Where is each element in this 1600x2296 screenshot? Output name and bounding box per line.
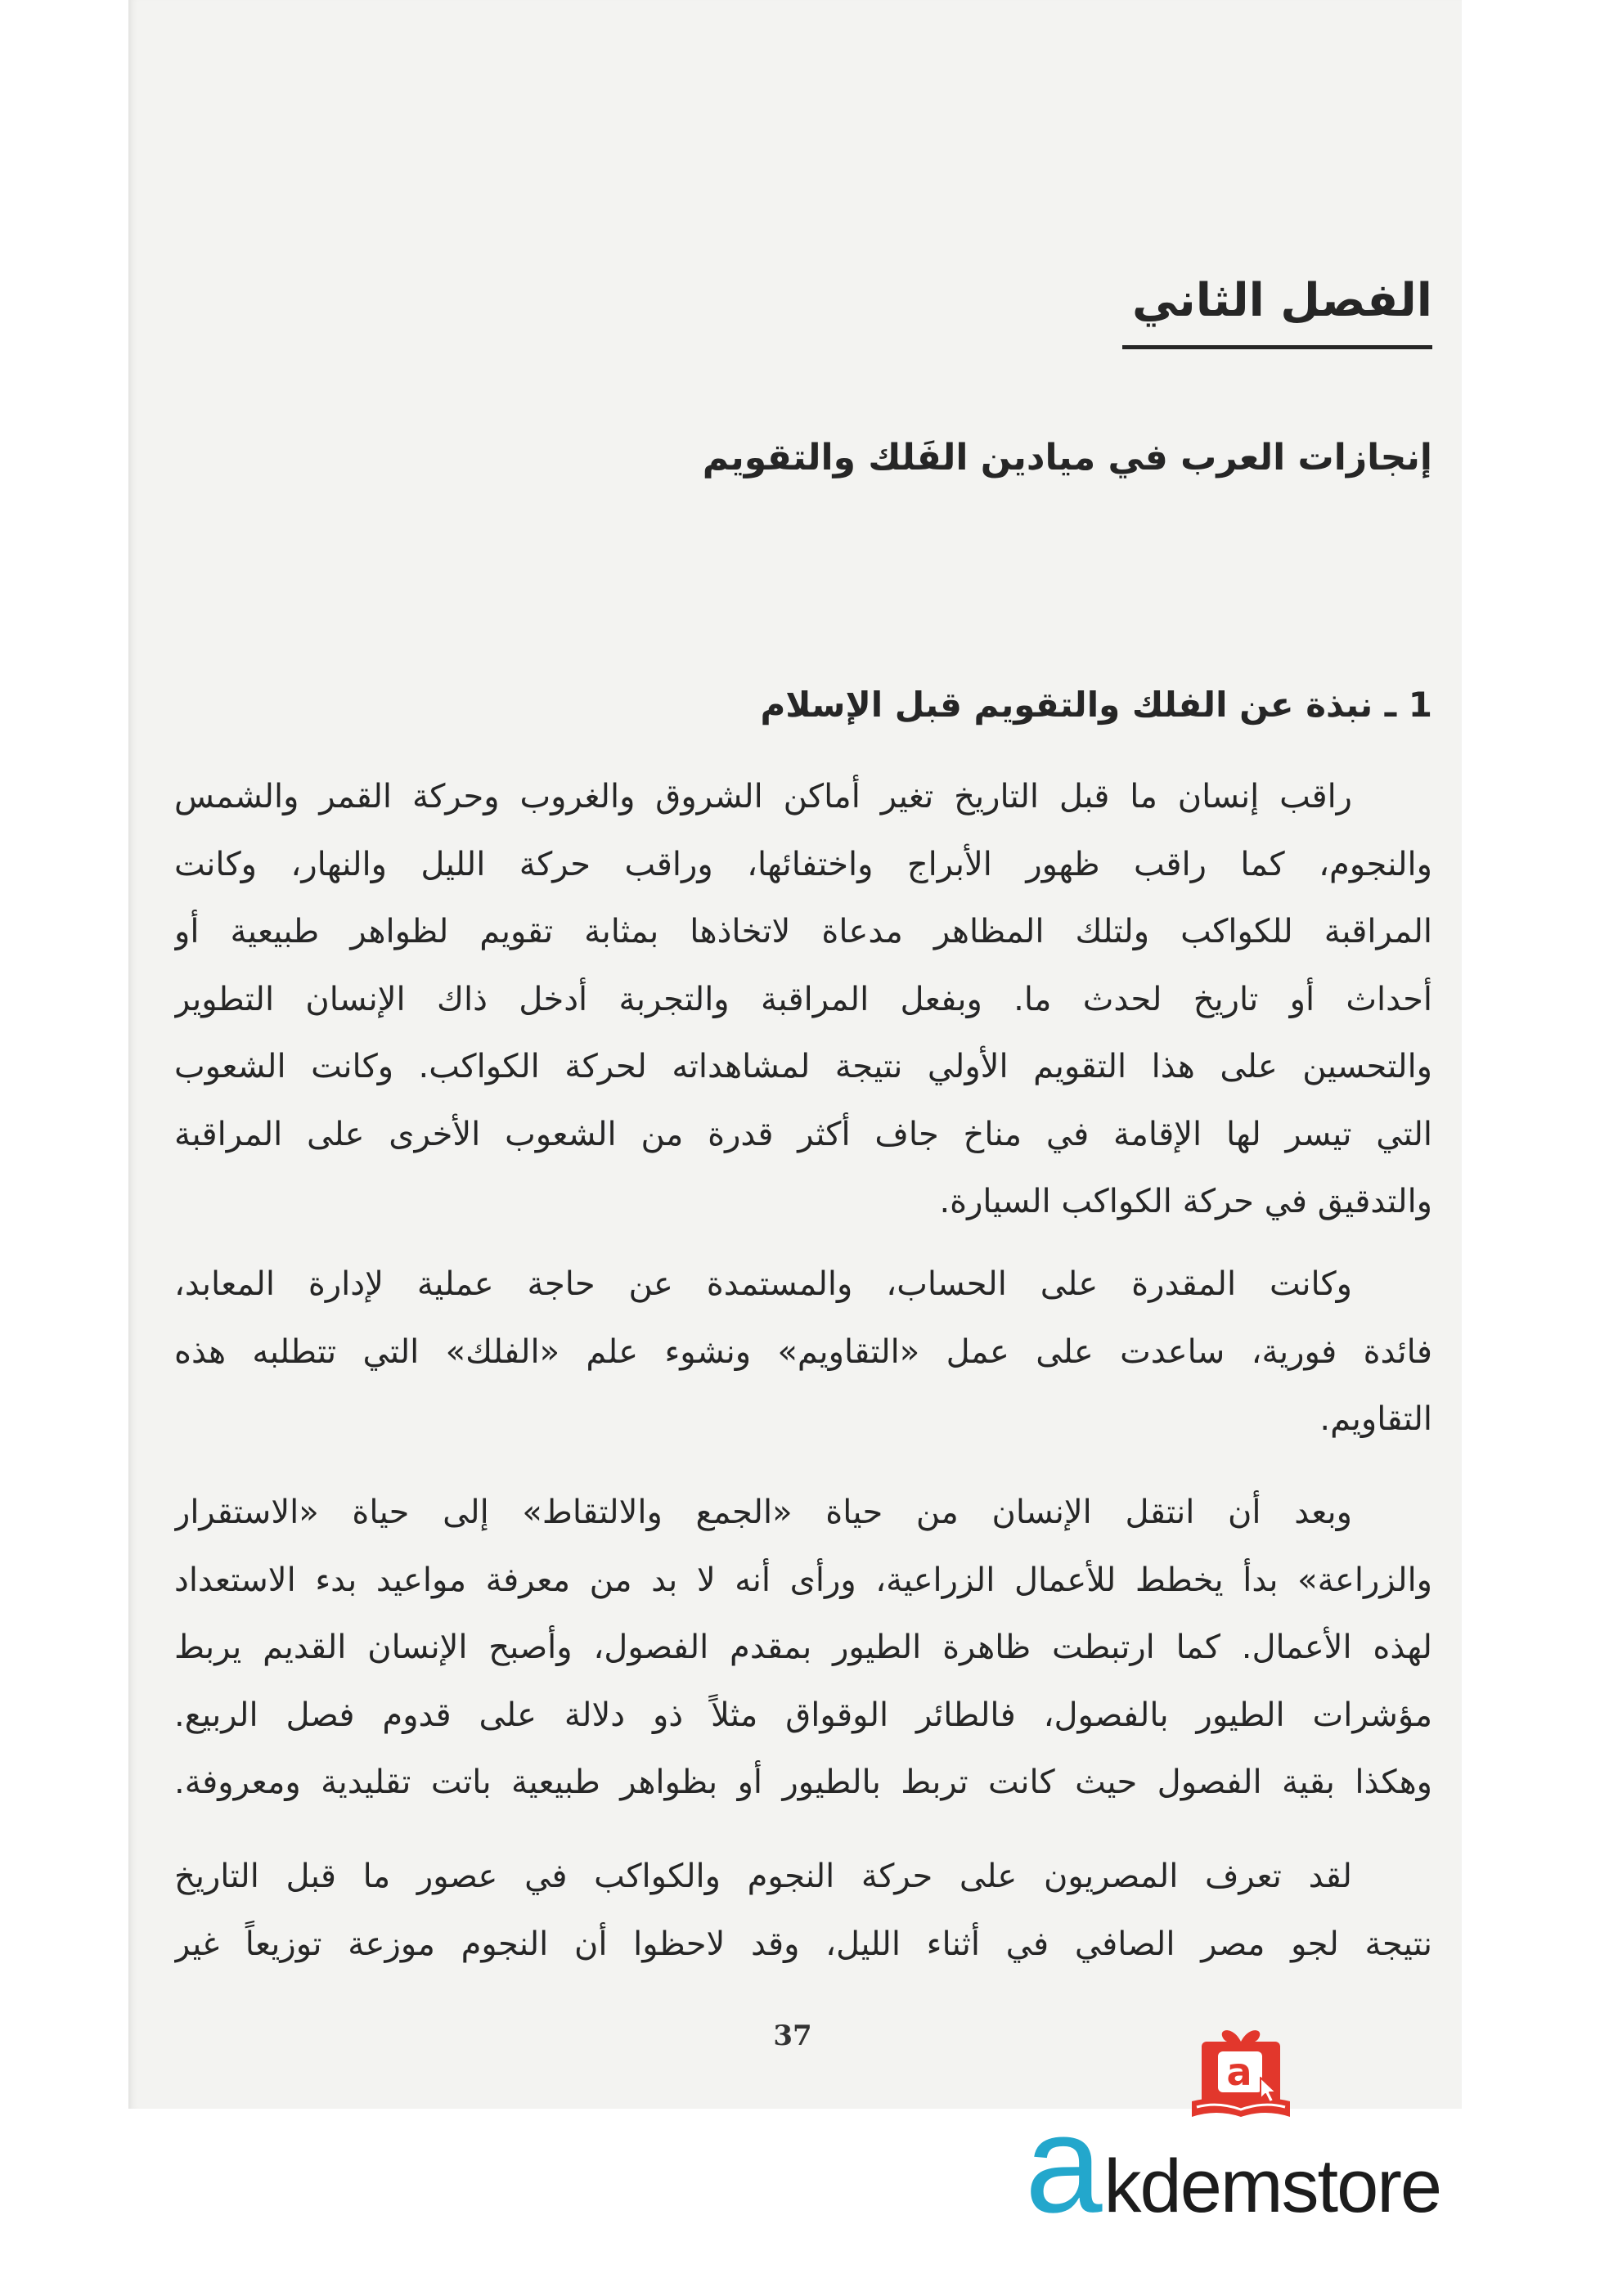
paragraph xyxy=(174,763,1432,1236)
paragraph xyxy=(174,1843,1432,1978)
text-line: راقب إنسان ما قبل التاريخ تغير أماكن الشروق والغروب وحركة القمر والشمس xyxy=(174,778,1352,816)
text-line: وهكذا بقية الفصول حيث كانت تربط بالطيور أو بظواهر طبيعية باتت تقليدية ومعروفة. xyxy=(174,1764,1432,1801)
paragraph xyxy=(174,1479,1432,1817)
bow-left-icon xyxy=(1222,2030,1241,2042)
section-heading: 1 ـ نبذة عن الفلك والتقويم قبل الإسلام xyxy=(760,685,1432,725)
text-line: لقد تعرف المصريون على حركة النجوم والكواكب في عصور ما قبل التاريخ xyxy=(174,1858,1352,1895)
text-line: مؤشرات الطيور بالفصول، فالطائر الوقواق مثلاً ذو دلالة على قدوم فصل الربيع. xyxy=(174,1696,1432,1734)
text-line: فائدة فورية، ساعدت على عمل «التقاويم» ونشوء علم «الفلك» التي تتطلبه هذه xyxy=(174,1332,1432,1371)
text-line: لهذه الأعمال. كما ارتبطت ظاهرة الطيور بمقدم الفصول، وأصبح الإنسان القديم يربط xyxy=(174,1629,1432,1666)
text-line: والتدقيق في حركة الكواكب السيارة. xyxy=(939,1183,1432,1220)
chapter-title: الفصل الثاني xyxy=(1122,260,1432,349)
text-line: التقاويم. xyxy=(1319,1400,1432,1438)
page-number: 37 xyxy=(773,2020,812,2052)
text-line: نتيجة لجو مصر الصافي في أثناء الليل، وقد لاحظوا أن النجوم موزعة توزيعاً غير xyxy=(174,1925,1432,1963)
text-line: وبعد أن انتقل الإنسان من حياة «الجمع والالتقاط» إلى حياة «الاستقرار xyxy=(174,1494,1352,1531)
logo-letter: a xyxy=(1226,2050,1252,2094)
paragraph xyxy=(174,1251,1432,1454)
text-line: المراقبة للكواكب ولتلك المظاهر مدعاة لاتخاذها بمثابة تقويم لظواهر طبيعية أو xyxy=(174,913,1432,950)
chapter-subtitle: إنجازات العرب في ميادين الفَلك والتقويم xyxy=(702,437,1432,479)
text-line: والتحسين على هذا التقويم الأولي نتيجة لمشاهداته لحركة الكواكب. وكانت الشعوب xyxy=(174,1048,1432,1085)
brand-name: akdemstore xyxy=(1025,2087,1441,2242)
text-line: التي تيسر لها الإقامة في مناخ جاف أكثر قدرة من الشعوب الأخرى على المراقبة xyxy=(174,1115,1432,1153)
text-line: والزراعة» بدأ يخطط للأعمال الزراعية، ورأى أنه لا بد من معرفة مواعيد بدء الاستعداد xyxy=(174,1561,1432,1599)
text-line: أحداث أو تاريخ لحدث ما. وبفعل المراقبة والتجربة أدخل ذاك الإنسان التطوير xyxy=(174,980,1432,1018)
bow-right-icon xyxy=(1241,2030,1260,2042)
body-text xyxy=(174,0,1432,1979)
text-line: وكانت المقدرة على الحساب، والمستمدة عن حاجة عملية لإدارة المعابد، xyxy=(174,1265,1352,1303)
text-line: والنجوم، كما راقب ظهور الأبراج واختفائها، وراقب حركة الليل والنهار، وكانت xyxy=(174,845,1432,883)
